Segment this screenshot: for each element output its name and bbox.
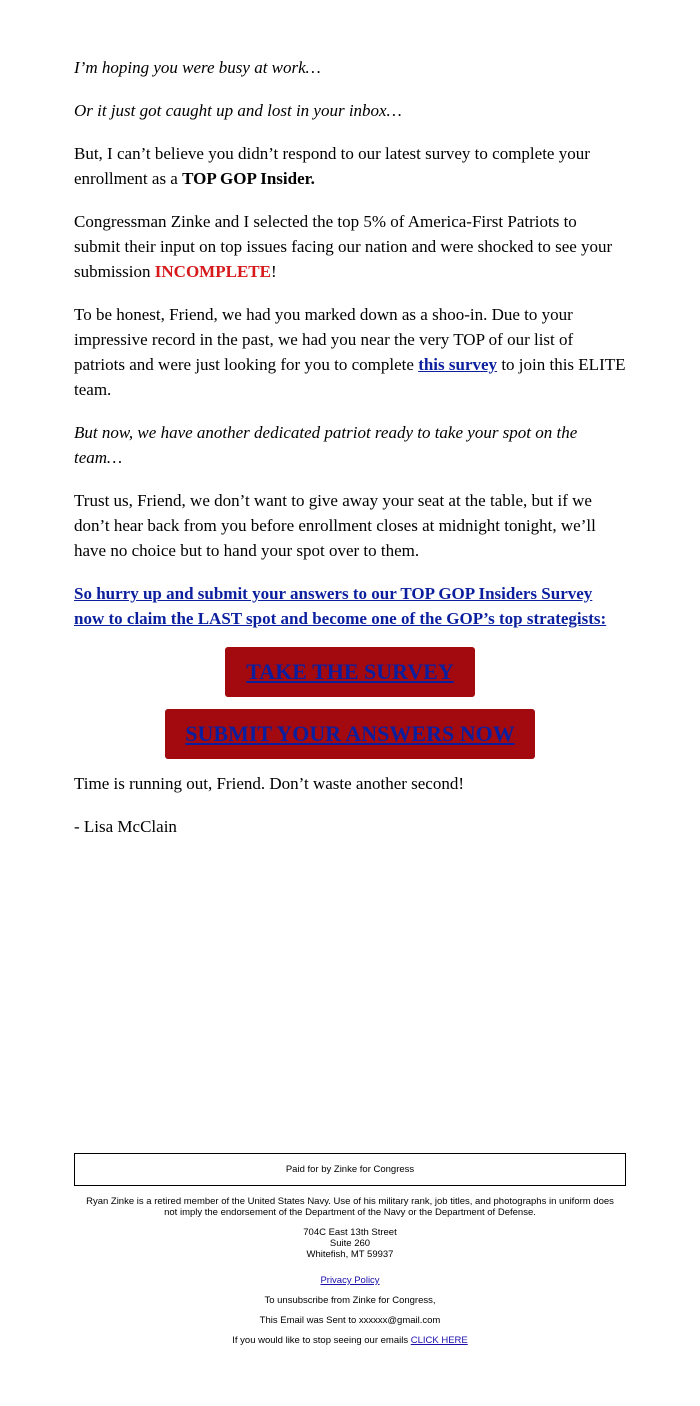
- paragraph-incomplete-text: Congressman Zinke and I selected the top 5% of America-First Patriots to submit their input on top issues facing our nation and were shocked to see your submission: [74, 212, 613, 281]
- paragraph-busy-at-work: I’m hoping you were busy at work…: [74, 58, 321, 77]
- paragraph-time-running-out: Time is running out, Friend. Don’t waste another second!: [74, 774, 465, 793]
- privacy-policy-line: [74, 1275, 626, 1286]
- paragraph-shoo-in-before: To be honest, Friend, we had you marked down as a shoo-in. Due to your impressive record in the past, we had you near the very TOP of our list of patriots and were just looking for you to complete: [74, 305, 574, 374]
- top-gop-insider-bold: TOP GOP Insider.: [182, 169, 315, 188]
- navy-disclaimer: Ryan Zinke is a retired member of the United States Navy. Use of his military rank, job titles, and photographs in uniform does not imply the endorsement of the Department of the Navy or the Department of Defense.: [86, 1196, 614, 1218]
- sent-to-email: This Email was Sent to xxxxxx@gmail.com: [259, 1315, 441, 1326]
- paragraph-seat-at-table: Trust us, Friend, we don’t want to give away your seat at the table, but if we don’t hear back from you before enrollment closes at midnight tonight, we’ll have no choice but to hand your spot over to them.: [74, 491, 596, 560]
- submit-your-answers-now-button[interactable]: SUBMIT YOUR ANSWERS NOW: [165, 709, 534, 759]
- paragraph-incomplete-submission: [74, 209, 626, 284]
- paragraph-survey-response: [74, 141, 626, 191]
- submit-answers-cta-link[interactable]: So hurry up and submit your answers to our TOP GOP Insiders Survey now to claim the LAST spot and become one of the GOP’s top strategists:: [74, 584, 607, 628]
- paragraph-lost-in-inbox: Or it just got caught up and lost in your inbox…: [74, 101, 402, 120]
- take-the-survey-button[interactable]: TAKE THE SURVEY: [225, 647, 474, 697]
- paragraph-incomplete-after: !: [270, 262, 277, 281]
- paragraph-survey-response-text: But, I can’t believe you didn’t respond to our latest survey to complete your enrollment as a: [74, 144, 590, 188]
- address-line-3: Whitefish, MT 59937: [306, 1249, 394, 1260]
- take-survey-button-row: [74, 647, 626, 697]
- privacy-policy-link[interactable]: Privacy Policy: [320, 1275, 380, 1286]
- this-survey-link[interactable]: this survey: [418, 355, 498, 374]
- paragraph-cta: [74, 581, 626, 631]
- stop-emails-line: [74, 1335, 626, 1346]
- paragraph-shoo-in: [74, 302, 626, 402]
- email-body: [74, 55, 626, 857]
- paragraph-another-patriot: But now, we have another dedicated patriot ready to take your spot on the team…: [74, 423, 578, 467]
- address-line-1: 704C East 13th Street: [303, 1227, 397, 1238]
- email-footer: [74, 1153, 626, 1355]
- paid-for-box: Paid for by Zinke for Congress: [74, 1153, 626, 1186]
- stop-emails-text: If you would like to stop seeing our emails: [232, 1335, 411, 1346]
- mailing-address: [74, 1227, 626, 1260]
- paragraph-shoo-in-after: to join this ELITE team.: [74, 355, 626, 399]
- address-line-2: Suite 260: [329, 1238, 371, 1249]
- incomplete-red-text: INCOMPLETE: [154, 262, 271, 281]
- unsubscribe-text: To unsubscribe from Zinke for Congress,: [264, 1295, 436, 1306]
- submit-answers-button-row: [74, 709, 626, 759]
- signature: - Lisa McClain: [74, 817, 177, 836]
- click-here-link[interactable]: CLICK HERE: [410, 1335, 468, 1346]
